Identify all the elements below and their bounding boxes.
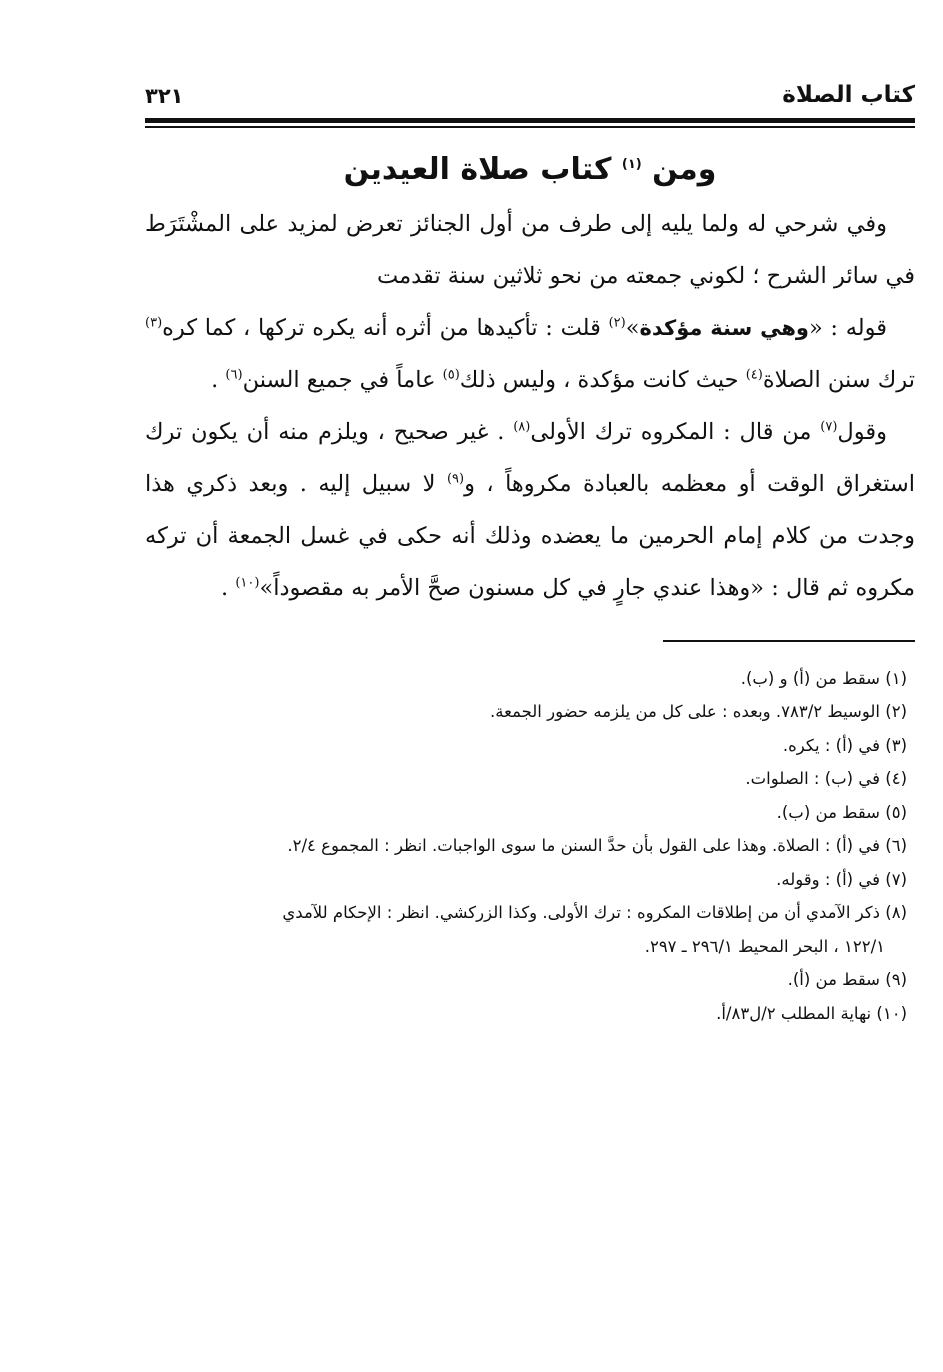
footnote-7: (٧) في (أ) : وقوله. [776, 869, 907, 889]
footnote-5: (٥) سقط من (ب). [776, 802, 907, 822]
footnote-2: (٢) الوسيط ٧٨٣/٢. وبعده : على كل من يلزمه حضور الجمعة. [490, 702, 907, 721]
footnote-6: (٦) في (أ) : الصلاة. وهذا على القول بأن حدَّ السنن ما سوى الواجبات. انظر : المجموع ٢/٤. [287, 836, 907, 855]
chapter-prefix: ومن [652, 152, 717, 187]
p3-text-a: وقول [837, 419, 887, 445]
footnote-ref-9: (٩) [446, 471, 465, 487]
page [145, 82, 915, 1030]
running-title: كتاب الصلاة [782, 82, 915, 108]
footnote-4: (٤) في (ب) : الصلوات. [745, 769, 907, 788]
footnote-ref-5: (٥) [442, 367, 460, 383]
page-number: ٣٢١ [145, 84, 184, 108]
p3-text-c: . غير صحيح ، ويلزم منه أن يكون ترك استغراق الوقت أو معظمه بالعبادة مكروهاً ، و [145, 419, 915, 497]
body-text [145, 198, 915, 614]
footnote-ref-10: (١٠) [235, 575, 260, 591]
footnote-9: (٩) سقط من (أ). [787, 970, 907, 989]
header-rule-thick [145, 118, 915, 123]
footnote-ref-3: (٣) [145, 315, 163, 331]
footnote-8: (٨) ذكر الآمدي أن من إطلاقات المكروه : ترك الأولى. وكذا الزركشي. انظر : الإحكام للآمدي [282, 903, 907, 922]
p2-text-f: عاماً في جميع السنن [242, 367, 443, 393]
p3-text-e: . [221, 575, 236, 601]
paragraph-1: وفي شرحي له ولما يليه إلى طرف من أول الجنائز تعرض لمزيد على المشْتَرَط في سائر الشرح ؛ لكوني جمعته من نحو ثلاثين سنة تقدمت [145, 211, 915, 289]
footnotes [145, 662, 915, 1031]
running-header [145, 82, 915, 116]
p2-text-a: قوله : « [808, 315, 887, 341]
p3-text-d: لا سبيل إليه . وبعد ذكري هذا وجدت من كلام إمام الحرمين ما يعضده وذلك أنه حكى في غسل الجمعة أن تركه مكروه ثم قال : «وهذا عندي جارٍ في كل مسنون صحَّ الأمر به مقصوداً» [145, 471, 915, 601]
chapter-footnote-ref: (١) [621, 157, 642, 172]
paragraph-3 [145, 406, 915, 614]
chapter-title: كتاب صلاة العيدين [343, 152, 612, 187]
p2-text-d: ترك سنن الصلاة [762, 367, 915, 393]
footnote-3: (٣) في (أ) : يكره. [782, 735, 907, 755]
footnote-ref-2: (٢) [608, 315, 626, 331]
quoted-bold-phrase: وهي سنة مؤكدة [639, 316, 809, 340]
footnote-10: (١٠) نهاية المطلب ٢/ل٨٣/أ. [716, 1003, 907, 1023]
footnote-ref-8: (٨) [513, 419, 531, 435]
footnote-ref-7: (٧) [820, 419, 838, 435]
chapter-heading [145, 150, 915, 190]
footnote-ref-6: (٦) [225, 367, 243, 383]
p2-text-c: قلت : تأكيدها من أثره أنه يكره تركها ، كما كره [162, 315, 609, 341]
p3-text-b: من قال : المكروه ترك الأولى [530, 419, 821, 445]
p2-text-g: . [211, 367, 226, 393]
footnote-ref-4: (٤) [745, 367, 763, 383]
header-rule-thin [145, 126, 915, 128]
p2-text-b: » [625, 315, 640, 341]
footnote-separator [663, 640, 915, 642]
footnote-1: (١) سقط من (أ) و (ب). [740, 668, 907, 688]
footnote-8-continued: ١٢٢/١ ، البحر المحيط ٢٩٦/١ ـ ٢٩٧. [644, 936, 885, 956]
paragraph-2 [145, 302, 915, 406]
p2-text-e: حيث كانت مؤكدة ، وليس ذلك [459, 367, 746, 393]
